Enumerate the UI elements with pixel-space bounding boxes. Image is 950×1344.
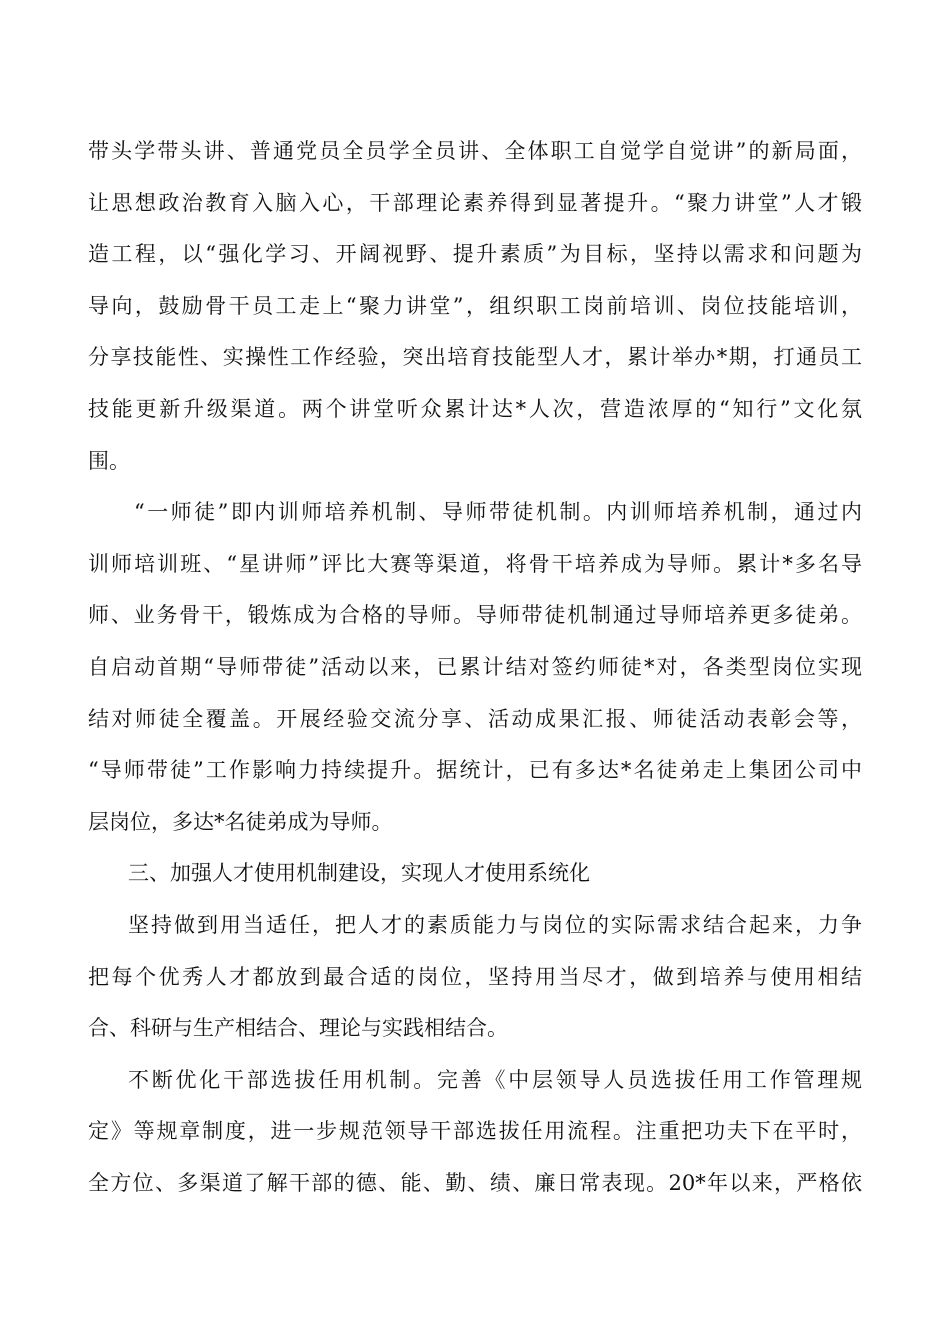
text-line: 技能更新升级渠道。两个讲堂听众累计达*人次，营造浓厚的“知行”文化氛 xyxy=(88,396,862,421)
text-line: 全方位、多渠道了解干部的德、能、勤、绩、廉日常表现。20*年以来，严格依 xyxy=(88,1170,862,1195)
text-line: 带头学带头讲、普通党员全员学全员讲、全体职工自觉学自觉讲”的新局面， xyxy=(88,139,862,163)
text-line: 自启动首期“导师带徒”活动以来，已累计结对签约师徒*对，各类型岗位实现 xyxy=(88,654,862,679)
text-line: 把每个优秀人才都放到最合适的岗位，坚持用当尽才，做到培养与使用相结 xyxy=(88,964,862,989)
text-line: 造工程，以“强化学习、开阔视野、提升素质”为目标，坚持以需求和问题为 xyxy=(88,242,862,267)
text-line: 训师培训班、“星讲师”评比大赛等渠道，将骨干培养成为导师。累计*多名导 xyxy=(88,551,862,576)
text-line: 让思想政治教育入脑入心，干部理论素养得到显著提升。“聚力讲堂”人才锻 xyxy=(88,190,862,215)
text-line: 分享技能性、实操性工作经验，突出培育技能型人才，累计举办*期，打通员工 xyxy=(88,345,862,370)
document-body xyxy=(88,126,862,1209)
text-line: “导师带徒”工作影响力持续提升。据统计，已有多达*名徒弟走上集团公司中 xyxy=(88,758,862,783)
section-heading: 三、加强人才使用机制建设，实现人才使用系统化 xyxy=(128,861,590,886)
text-line: 导向，鼓励骨干员工走上“聚力讲堂”，组织职工岗前培训、岗位技能培训， xyxy=(88,293,862,318)
text-line: 不断优化干部选拔任用机制。完善《中层领导人员选拔任用工作管理规 xyxy=(128,1067,862,1092)
text-line: 坚持做到用当适任，把人才的素质能力与岗位的实际需求结合起来，力争 xyxy=(128,912,862,937)
text-line: 围。 xyxy=(88,448,130,473)
text-line: 层岗位，多达*名徒弟成为导师。 xyxy=(88,809,393,834)
text-line: 定》等规章制度，进一步规范领导干部选拔任用流程。注重把功夫下在平时， xyxy=(88,1119,862,1144)
text-line: 师、业务骨干，锻炼成为合格的导师。导师带徒机制通过导师培养更多徒弟。 xyxy=(88,603,862,628)
text-line: “一师徒”即内训师培养机制、导师带徒机制。内训师培养机制，通过内 xyxy=(134,500,862,525)
text-line: 合、科研与生产相结合、理论与实践相结合。 xyxy=(88,1016,508,1041)
text-line: 结对师徒全覆盖。开展经验交流分享、活动成果汇报、师徒活动表彰会等， xyxy=(88,706,862,731)
